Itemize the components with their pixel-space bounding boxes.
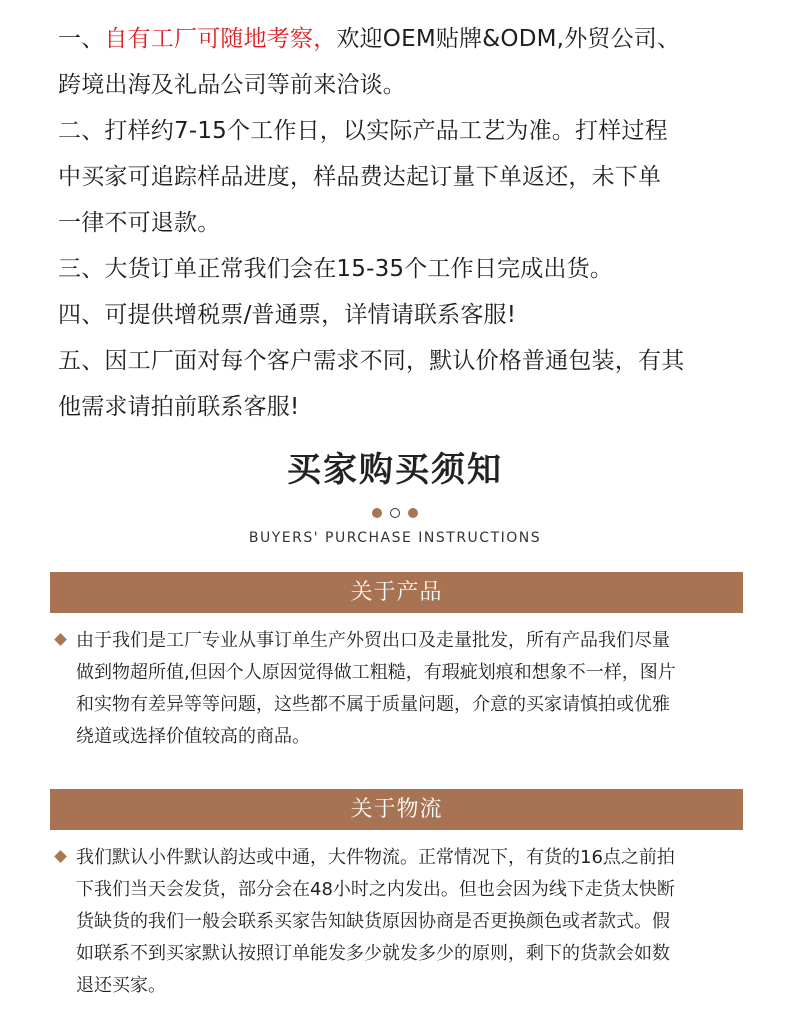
product-line: 绕道或选择价值较高的商品。 [76, 726, 310, 747]
notice-title: 买家购买须知 [287, 450, 503, 490]
product-paragraph [56, 625, 756, 753]
term-line-7: 四、可提供增税票/普通票，详情请联系客服! [58, 302, 517, 328]
decorative-dots [0, 508, 790, 518]
term-line-9: 他需求请拍前联系客服! [58, 394, 300, 420]
term-line-8: 五、因工厂面对每个客户需求不同，默认价格普通包装，有其 [58, 348, 685, 374]
logistics-line: 下我们当天会发货，部分会在48小时之内发出。但也会因为线下走货太快断 [76, 879, 675, 900]
product-heading-bar: 关于产品 [50, 572, 743, 613]
logistics-paragraph [56, 842, 756, 1002]
term-line-1 [58, 16, 758, 62]
product-line: 和实物有差异等等问题，这些都不属于质量问题，介意的买家请慎拍或优雅 [76, 694, 670, 715]
logistics-heading-bar: 关于物流 [50, 789, 743, 830]
logistics-line: 退还买家。 [76, 975, 166, 996]
notice-subtitle: BUYERS' PURCHASE INSTRUCTIONS [248, 530, 542, 546]
logistics-line: 我们默认小件默认韵达或中通，大件物流。正常情况下，有货的16点之前拍 [76, 847, 675, 868]
dot-icon [408, 508, 418, 518]
dot-icon [372, 508, 382, 518]
logistics-line: 货缺货的我们一般会联系买家告知缺货原因协商是否更换颜色或者款式。假 [76, 911, 670, 932]
terms-section [58, 16, 758, 430]
term-text: 欢迎OEM贴牌&ODM,外贸公司、 [336, 26, 681, 52]
term-line-5: 一律不可退款。 [58, 210, 221, 236]
logistics-line: 如联系不到买家默认按照订单能发多少就发多少的原则，剩下的货款会如数 [76, 943, 670, 964]
term-line-2: 跨境出海及礼品公司等前来洽谈。 [58, 72, 406, 98]
term-line-3: 二、打样约7-15个工作日，以实际产品工艺为准。打样过程 [58, 118, 668, 144]
term-prefix: 一、 [58, 26, 105, 52]
product-line: 做到物超所值,但因个人原因觉得做工粗糙，有瑕疵划痕和想象不一样，图片 [76, 662, 676, 683]
factory-visit-highlight: 自有工厂可随地考察， [104, 26, 337, 52]
term-line-4: 中买家可追踪样品进度，样品费达起订量下单返还，未下单 [58, 164, 662, 190]
product-line: 由于我们是工厂专业从事订单生产外贸出口及走量批发，所有产品我们尽量 [76, 630, 670, 651]
term-line-6: 三、大货订单正常我们会在15-35个工作日完成出货。 [58, 256, 614, 282]
hollow-dot-icon [390, 508, 400, 518]
